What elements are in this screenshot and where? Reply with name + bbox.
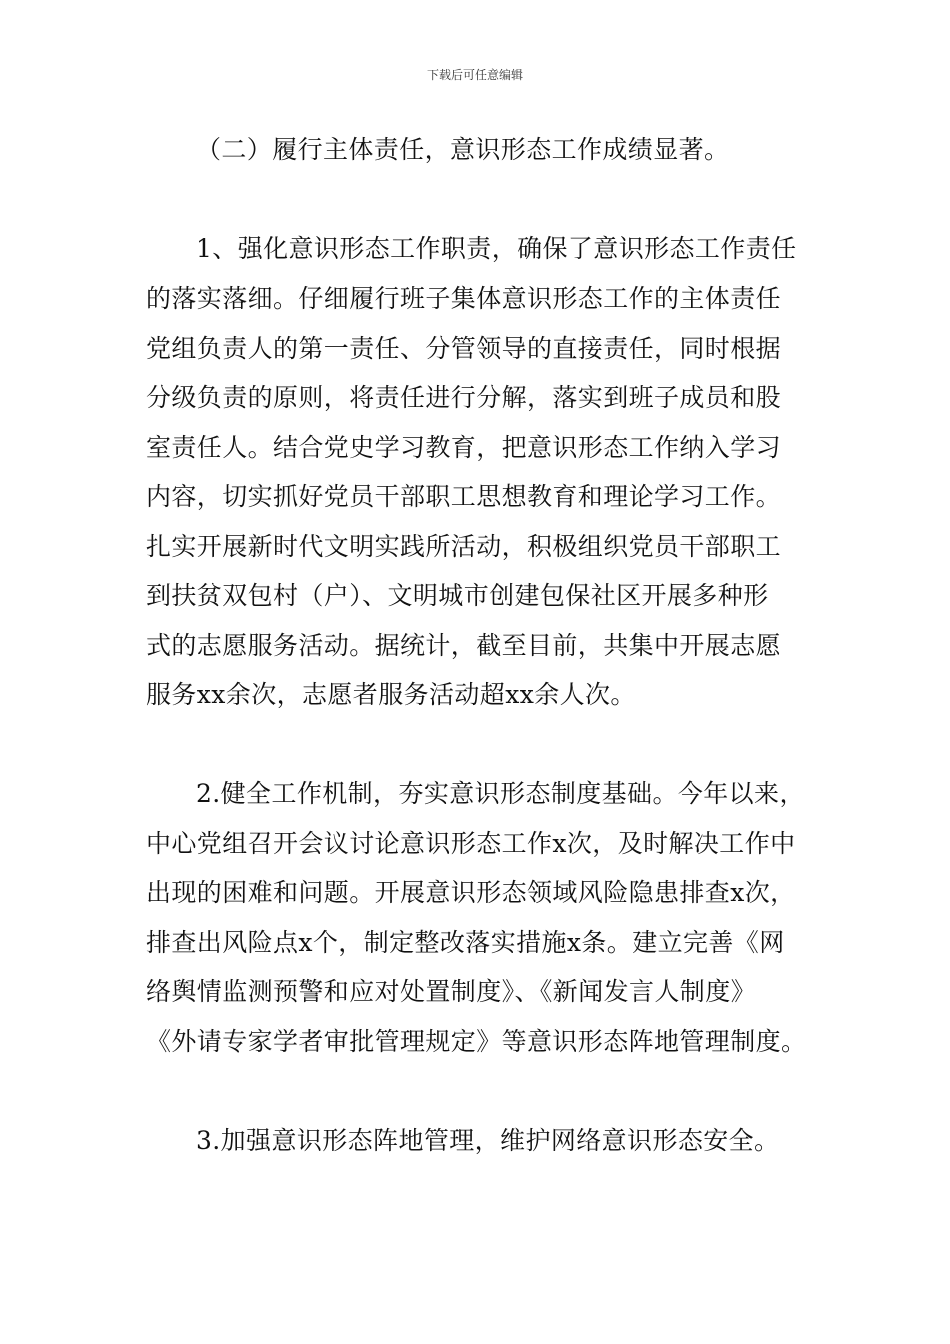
paragraph-line: 1、强化意识形态工作职责，确保了意识形态工作责任 <box>196 234 797 263</box>
paragraph-line: 中心党组召开会议讨论意识形态工作x次，及时解决工作中 <box>146 829 796 858</box>
paragraph-line: 排查出风险点x个，制定整改落实措施x条。建立完善《网 <box>146 928 785 957</box>
paragraph-line: 内容，切实抓好党员干部职工思想教育和理论学习工作。 <box>146 482 782 511</box>
paragraph-line: 服务xx余次，志愿者服务活动超xx余人次。 <box>146 680 636 709</box>
paragraph-line: 室责任人。结合党史学习教育，把意识形态工作纳入学习 <box>146 433 782 462</box>
paragraph-line: 扎实开展新时代文明实践所活动，积极组织党员干部职工 <box>146 532 782 561</box>
paragraph-line: 2.健全工作机制，夯实意识形态制度基础。今年以来， <box>196 779 805 808</box>
paragraph-line: 的落实落细。仔细履行班子集体意识形态工作的主体责任 <box>146 284 782 313</box>
paragraph-line: 式的志愿服务活动。据统计，截至目前，共集中开展志愿 <box>146 631 782 660</box>
header-note: 下载后可任意编辑 <box>426 68 523 82</box>
section-heading: （二）履行主体责任，意识形态工作成绩显著。 <box>196 135 730 164</box>
paragraph-line: 党组负责人的第一责任、分管领导的直接责任，同时根据 <box>146 334 782 363</box>
paragraph-line: 3.加强意识形态阵地管理，维护网络意识形态安全。 <box>196 1126 780 1155</box>
paragraph-line: 出现的困难和问题。开展意识形态领域风险隐患排查x次， <box>146 878 796 907</box>
paragraph-line: 《外请专家学者审批管理规定》等意识形态阵地管理制度。 <box>146 1027 807 1056</box>
paragraph-line: 络舆情监测预警和应对处置制度》、《新闻发言人制度》 <box>146 977 757 1006</box>
paragraph-line: 到扶贫双包村（户）、文明城市创建包保社区开展多种形 <box>146 581 769 610</box>
paragraph-line: 分级负责的原则，将责任进行分解，落实到班子成员和股 <box>146 383 782 412</box>
